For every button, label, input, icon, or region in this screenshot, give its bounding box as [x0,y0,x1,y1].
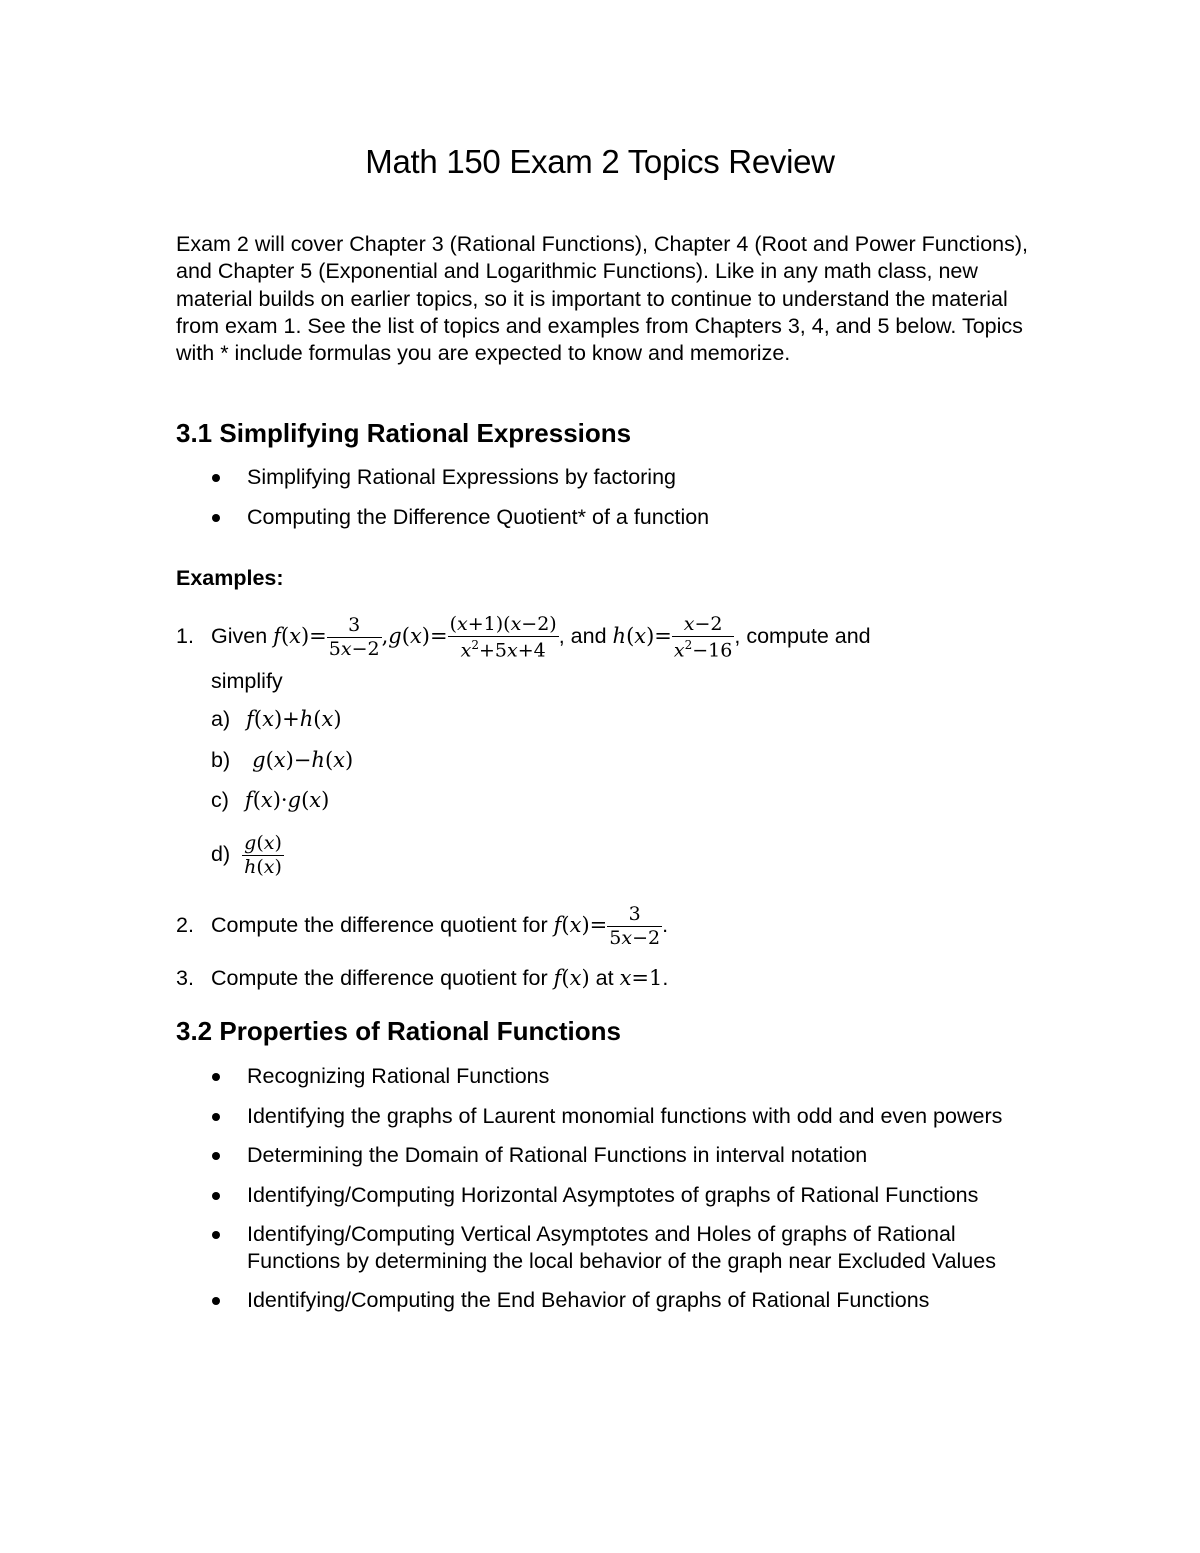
topic-item [176,464,1036,491]
example-3-number: 3. [176,966,194,990]
topic-text: Computing the Difference Quotient* of a function [247,505,710,529]
section-heading-3-2: 3.2 Properties of Rational Functions [176,1016,621,1046]
example-1-given: Given [211,624,268,648]
topic-item [176,1063,1036,1090]
topic-text: Identifying/Computing Vertical Asymptotes and Holes of graphs of Rational Functions by determining the local behavior of the graph near Excluded Values [247,1222,996,1273]
example-1-part-d [211,826,284,882]
bullet-icon [212,1192,220,1200]
example-3-end: . [662,966,669,990]
bullet-icon [212,1073,220,1081]
topic-item [176,1182,1036,1209]
math-f-definition: f(x)= $\frac{3}{5x-2}$ [273,613,380,660]
topic-text: Identifying the graphs of Laurent monomial functions with odd and even powers [247,1104,1003,1128]
part-label: b) [211,748,231,772]
topic-item [176,504,1036,531]
example-1-part-a [211,705,342,733]
example-1-tail-2: simplify [211,669,283,693]
topic-item [176,1287,1036,1314]
example-2-number: 2. [176,913,194,937]
topic-text: Determining the Domain of Rational Functions in interval notation [247,1143,868,1167]
section-heading-3-1: 3.1 Simplifying Rational Expressions [176,418,632,448]
math-expression: x=1 [619,966,663,990]
bullet-icon [212,1152,220,1160]
topic-text: Simplifying Rational Expressions by factoring [247,465,677,489]
example-3-mid: at [595,966,614,990]
example-1-number: 1. [176,624,194,648]
example-1-tail: , compute and [734,624,871,648]
topic-text: Recognizing Rational Functions [247,1064,550,1088]
page-title: Math 150 Exam 2 Topics Review [365,143,835,180]
math-g-definition: g(x)= $\frac{(x+1)(x-2)}{x^2+5x+4}$ [388,612,557,661]
part-label: d) [211,842,231,866]
example-1-part-b [211,746,353,774]
bullet-icon [212,1297,220,1305]
example-1-and: , and [558,624,607,648]
math-expression: f(x)+h(x) [246,707,342,731]
math-expression: f(x) [553,966,590,990]
part-label: a) [211,707,231,731]
bullet-icon [212,474,220,482]
math-expression: $\frac{g(x)}{h(x)}$ [244,831,282,878]
bullet-icon [212,1113,220,1121]
example-2-end: . [662,913,669,937]
bullet-icon [212,514,220,522]
bullet-icon [212,1231,220,1239]
math-h-definition: h(x)= $\frac{x-2}{x^2-16}$ [612,612,733,661]
topic-text: Identifying/Computing Horizontal Asymptotes of graphs of Rational Functions [247,1183,979,1207]
section-3-1-topic-list [176,464,1036,531]
example-3-statement [211,964,668,992]
example-2-text: Compute the difference quotient for [211,913,548,937]
intro-paragraph: Exam 2 will cover Chapter 3 (Rational Functions), Chapter 4 (Root and Power Functions), and Chapter 5 (Exponential and Logarithmic Functions). Like in any math class, new material builds on earlier topics, so it is important to continue to understand the material from exam 1. See the list of topics and examples from Chapters 3, 4, and 5 below. Topics with * include formulas you are expected to know and memorize. [176,232,1029,366]
examples-label: Examples: [176,566,284,590]
math-expression: f(x)·g(x) [244,788,330,812]
topic-text: Identifying/Computing the End Behavior of graphs of Rational Functions [247,1288,930,1312]
topic-item [176,1221,1036,1275]
example-1-statement: Given f(x)= $\frac{3}{5x-2}$ ,g(x)= $\frac{(x+1)(x-2)}{x^2+5x+4}$ , and h(x)= $\frac{x-2}{x^2-16}$ , compute and [211,612,871,661]
math-expression: g(x)−h(x) [252,748,354,772]
example-3-text: Compute the difference quotient for [211,966,548,990]
example-2-statement [211,897,668,953]
example-1-part-c [211,786,329,814]
topic-item [176,1142,1036,1169]
part-label: c) [211,788,229,812]
topic-item [176,1103,1036,1130]
math-f-definition: f(x)= $\frac{3}{5x-2}$ [553,902,661,949]
section-3-2-topic-list [176,1063,1036,1314]
